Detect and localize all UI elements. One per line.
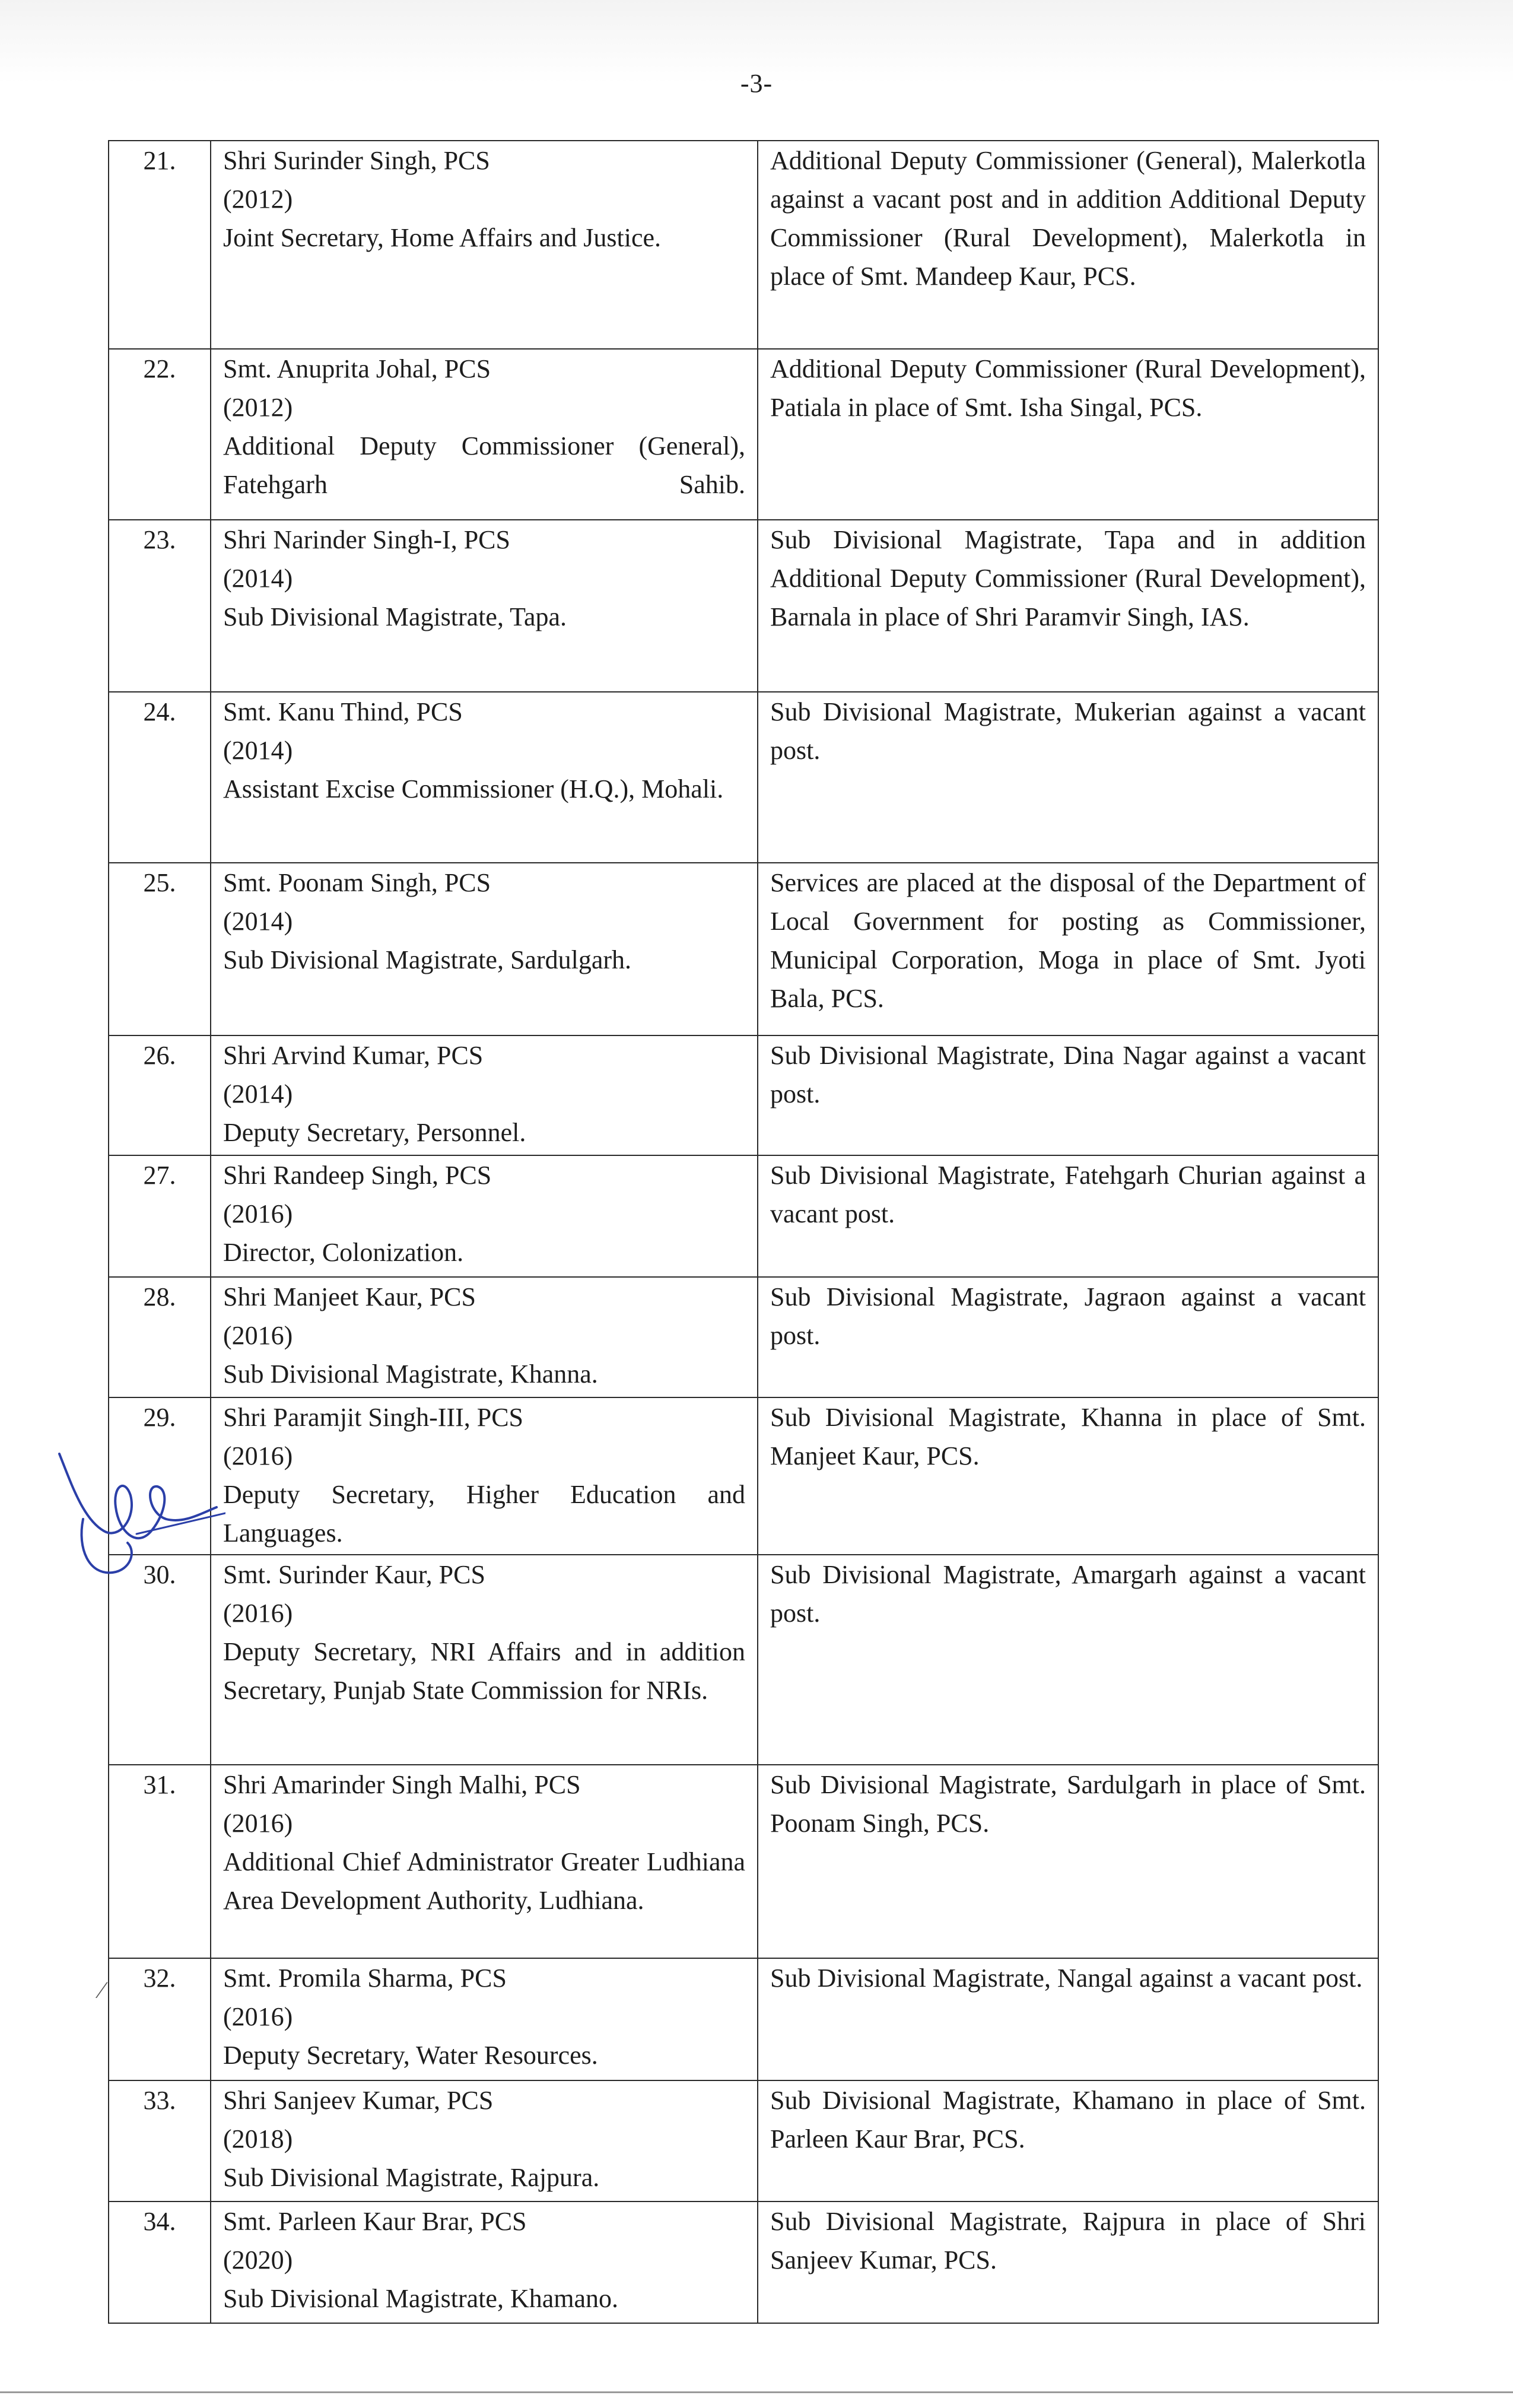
page-number: -3- xyxy=(740,69,773,98)
officer-batch: (2018) xyxy=(223,2124,293,2153)
officer-name: Smt. Surinder Kaur, PCS xyxy=(223,1560,485,1589)
serial-number: 33. xyxy=(109,2080,211,2201)
new-posting: Sub Divisional Magistrate, Rajpura in place of Shri Sanjeev Kumar, PCS. xyxy=(758,2201,1378,2323)
officer-name: Shri Paramjit Singh-III, PCS xyxy=(223,1403,524,1432)
new-posting: Sub Divisional Magistrate, Khamano in place of Smt. Parleen Kaur Brar, PCS. xyxy=(758,2080,1378,2201)
serial-number: 26. xyxy=(109,1035,211,1155)
serial-number: 30. xyxy=(109,1555,211,1765)
officer-details xyxy=(211,1765,758,1958)
table-row xyxy=(109,141,1378,349)
officer-batch: (2014) xyxy=(223,907,293,936)
serial-number: 22. xyxy=(109,349,211,520)
current-posting: Deputy Secretary, Water Resources. xyxy=(223,2041,598,2070)
officer-name: Smt. Kanu Thind, PCS xyxy=(223,697,463,726)
officer-batch: (2016) xyxy=(223,1199,293,1228)
table-row xyxy=(109,1155,1378,1277)
serial-number: 28. xyxy=(109,1277,211,1397)
serial-number: 29. xyxy=(109,1397,211,1555)
officer-name: Shri Surinder Singh, PCS xyxy=(223,146,490,175)
officer-details xyxy=(211,1277,758,1397)
officer-details xyxy=(211,520,758,692)
officer-details xyxy=(211,2201,758,2323)
officer-details xyxy=(211,349,758,520)
officer-batch: (2014) xyxy=(223,736,293,765)
serial-number: 34. xyxy=(109,2201,211,2323)
officer-name: Shri Arvind Kumar, PCS xyxy=(223,1041,484,1070)
officer-batch: (2016) xyxy=(223,2002,293,2031)
new-posting: Sub Divisional Magistrate, Amargarh against a vacant post. xyxy=(758,1555,1378,1765)
new-posting: Sub Divisional Magistrate, Mukerian against a vacant post. xyxy=(758,692,1378,863)
serial-number: 23. xyxy=(109,520,211,692)
serial-number: 25. xyxy=(109,863,211,1035)
officer-batch: (2016) xyxy=(223,1599,293,1628)
current-posting: Sub Divisional Magistrate, Tapa. xyxy=(223,602,567,631)
table-row xyxy=(109,2080,1378,2201)
table-row xyxy=(109,1277,1378,1397)
serial-number: 31. xyxy=(109,1765,211,1958)
officer-batch: (2014) xyxy=(223,564,293,593)
new-posting: Additional Deputy Commissioner (Rural Development), Patiala in place of Smt. Isha Singal, PCS. xyxy=(758,349,1378,520)
officer-name: Shri Amarinder Singh Malhi, PCS xyxy=(223,1770,581,1799)
current-posting: Additional Deputy Commissioner (General), Fatehgarh Sahib. xyxy=(223,431,745,499)
new-posting: Sub Divisional Magistrate, Tapa and in addition Additional Deputy Commissioner (Rural Development), Barnala in place of Shri Paramvir Singh, IAS. xyxy=(758,520,1378,692)
officer-name: Shri Narinder Singh-I, PCS xyxy=(223,525,510,554)
officer-details xyxy=(211,1035,758,1155)
table-row xyxy=(109,1035,1378,1155)
officer-name: Shri Randeep Singh, PCS xyxy=(223,1161,492,1190)
table-row xyxy=(109,2201,1378,2323)
table-row xyxy=(109,692,1378,863)
officer-name: Shri Sanjeev Kumar, PCS xyxy=(223,2086,494,2115)
officer-name: Smt. Poonam Singh, PCS xyxy=(223,868,491,897)
officer-details xyxy=(211,692,758,863)
officer-batch: (2016) xyxy=(223,1441,293,1470)
new-posting: Sub Divisional Magistrate, Jagraon against a vacant post. xyxy=(758,1277,1378,1397)
new-posting: Services are placed at the disposal of the Department of Local Government for posting as Commissioner, Municipal Corporation, Moga in place of Smt. Jyoti Bala, PCS. xyxy=(758,863,1378,1035)
new-posting: Sub Divisional Magistrate, Fatehgarh Churian against a vacant post. xyxy=(758,1155,1378,1277)
officer-details xyxy=(211,2080,758,2201)
current-posting: Sub Divisional Magistrate, Rajpura. xyxy=(223,2163,600,2192)
new-posting: Sub Divisional Magistrate, Dina Nagar against a vacant post. xyxy=(758,1035,1378,1155)
table-row xyxy=(109,520,1378,692)
officer-batch: (2012) xyxy=(223,393,293,422)
officer-name: Smt. Promila Sharma, PCS xyxy=(223,1964,507,1993)
officer-batch: (2014) xyxy=(223,1079,293,1108)
table-row xyxy=(109,1765,1378,1958)
officer-details xyxy=(211,1555,758,1765)
current-posting: Sub Divisional Magistrate, Khamano. xyxy=(223,2284,619,2313)
table-row xyxy=(109,1555,1378,1765)
current-posting: Additional Chief Administrator Greater Ludhiana Area Development Authority, Ludhiana. xyxy=(223,1847,745,1915)
current-posting: Assistant Excise Commissioner (H.Q.), Mohali. xyxy=(223,774,724,803)
transfer-orders-table xyxy=(108,140,1379,2324)
new-posting: Sub Divisional Magistrate, Sardulgarh in place of Smt. Poonam Singh, PCS. xyxy=(758,1765,1378,1958)
current-posting: Sub Divisional Magistrate, Khanna. xyxy=(223,1359,598,1389)
serial-number: 24. xyxy=(109,692,211,863)
new-posting: Additional Deputy Commissioner (General), Malerkotla against a vacant post and in addition Additional Deputy Commissioner (Rural Development), Malerkotla in place of Smt. Mandeep Kaur, PCS. xyxy=(758,141,1378,349)
current-posting: Sub Divisional Magistrate, Sardulgarh. xyxy=(223,945,632,974)
serial-number: 32. xyxy=(109,1958,211,2080)
current-posting: Joint Secretary, Home Affairs and Justice. xyxy=(223,223,662,252)
current-posting: Deputy Secretary, NRI Affairs and in addition Secretary, Punjab State Commission for NRIs. xyxy=(223,1637,745,1705)
serial-number: 21. xyxy=(109,141,211,349)
officer-details xyxy=(211,141,758,349)
margin-tick-mark: ⁄ xyxy=(100,1977,104,2003)
handwritten-signature xyxy=(47,1430,225,1584)
officer-details xyxy=(211,1155,758,1277)
officer-batch: (2020) xyxy=(223,2245,293,2274)
table-row xyxy=(109,1958,1378,2080)
current-posting: Director, Colonization. xyxy=(223,1238,464,1267)
officer-name: Smt. Parleen Kaur Brar, PCS xyxy=(223,2207,527,2236)
serial-number: 27. xyxy=(109,1155,211,1277)
officer-details xyxy=(211,1958,758,2080)
officer-batch: (2016) xyxy=(223,1321,293,1350)
table-row xyxy=(109,349,1378,520)
officer-batch: (2016) xyxy=(223,1809,293,1838)
table-row xyxy=(109,1397,1378,1555)
current-posting: Deputy Secretary, Personnel. xyxy=(223,1118,526,1147)
officer-name: Smt. Anuprita Johal, PCS xyxy=(223,354,491,383)
new-posting: Sub Divisional Magistrate, Khanna in place of Smt. Manjeet Kaur, PCS. xyxy=(758,1397,1378,1555)
page-bottom-rule xyxy=(0,2391,1513,2393)
officer-details xyxy=(211,1397,758,1555)
officer-details xyxy=(211,863,758,1035)
officer-batch: (2012) xyxy=(223,185,293,214)
table-row xyxy=(109,863,1378,1035)
new-posting: Sub Divisional Magistrate, Nangal against a vacant post. xyxy=(758,1958,1378,2080)
officer-name: Shri Manjeet Kaur, PCS xyxy=(223,1282,476,1311)
current-posting: Deputy Secretary, Higher Education and Languages. xyxy=(223,1480,745,1548)
